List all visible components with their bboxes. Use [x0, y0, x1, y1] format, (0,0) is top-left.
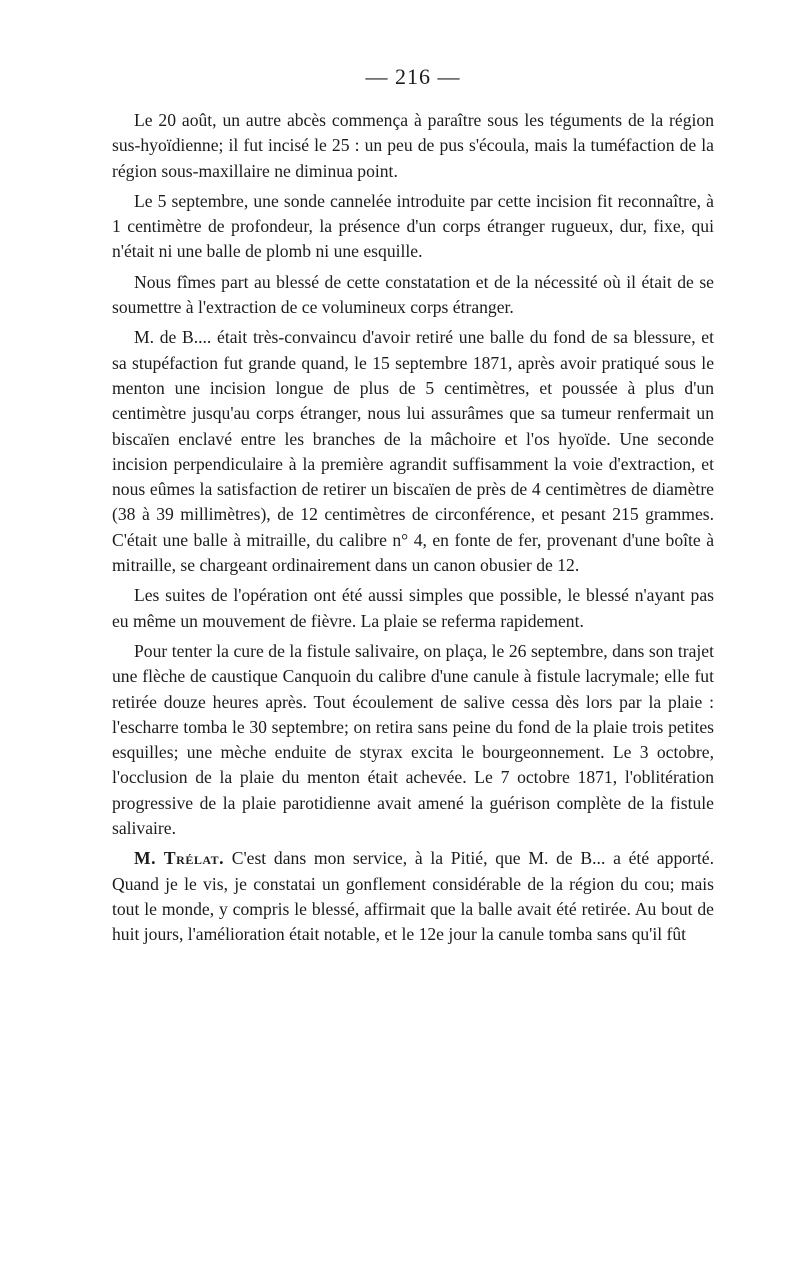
paragraph-1: Le 20 août, un autre abcès commença à paraître sous les téguments de la région sus-hyoïdienne; il fut incisé le 25 : un peu de pus s'écoula, mais la tuméfaction de la région sous-maxillaire ne diminua point. [112, 110, 714, 181]
speaker-name: M. Trélat. [134, 848, 225, 869]
paragraph-3: Nous fîmes part au blessé de cette constatation et de la nécessité où il était de se soumettre à l'extraction de ce volumineux corps étranger. [112, 271, 714, 318]
paragraph-4: M. de B.... était très-convaincu d'avoir retiré une balle du fond de sa blessure, et sa stupéfaction fut grande quand, le 15 septembre 1871, après avoir pratiqué sous le menton une incision longue de plus de 5 centimètres, et poussée à plus d'un centimètre jusqu'au corps étranger, nous lui assurâmes que sa tumeur renfermait un biscaïen enclavé entre les branches de la mâchoire et l'os hyoïde. Une seconde incision perpendiculaire à la première agrandit suffisamment la voie d'extraction, et nous eûmes la satisfaction de retirer un biscaïen de près de 4 centimètres de diamètre (38 à 39 millimètres), de 12 centimètres de circonférence, et pesant 215 grammes. C'était une balle à mitraille, du calibre n° 4, en fonte de fer, provenant d'une boîte à mitraille, se chargeant ordinairement dans un canon obusier de 12. [112, 327, 714, 576]
speaker-text: C'est dans mon service, à la Pitié, que M. de B... a été apporté. Quand je le vis, je constatai un gonflement considérable de la région du cou; mais tout le monde, y compris le blessé, affirmait que la balle avait été retirée. Au bout de huit jours, l'amélioration était notable, et le 12e jour la canule tomba sans qu'il fût [112, 848, 715, 945]
page-number: — 216 — [365, 64, 461, 89]
paragraph-5: Les suites de l'opération ont été aussi simples que possible, le blessé n'ayant pas eu même un mouvement de fièvre. La plaie se referma rapidement. [112, 585, 714, 631]
paragraph-6: Pour tenter la cure de la fistule salivaire, on plaça, le 26 septembre, dans son trajet une flèche de caustique Canquoin du calibre d'une canule à fistule lacrymale; elle fut retirée douze heures après. Tout écoulement de salive cessa dès lors par la plaie : l'escharre tomba le 30 septembre; on retira sans peine du fond de la plaie trois petites esquilles; une mèche enduite de styrax excita le bourgeonnement. Le 3 octobre, l'occlusion de la plaie du menton était achevée. Le 7 octobre 1871, l'oblitération progressive de la plaie parotidienne avait amené la guérison complète de la fistule salivaire. [112, 640, 714, 839]
paragraph-7 [112, 846, 714, 947]
paragraph-2: Le 5 septembre, une sonde cannelée introduite par cette incision fit reconnaître, à 1 centimètre de profondeur, la présence d'un corps étranger rugueux, dur, fixe, qui n'était ni une balle de plomb ni une esquille. [112, 190, 714, 262]
